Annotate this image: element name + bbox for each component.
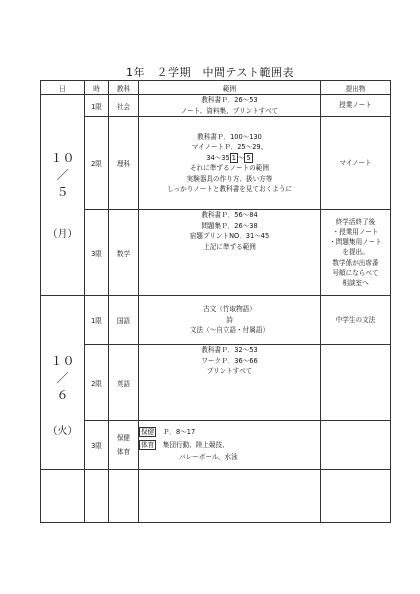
submission-line: 数学係が出席番 — [332, 258, 379, 267]
submission-line: 号順にならべて — [332, 268, 379, 277]
range-line: 宿題プリントNO．31～45 — [189, 232, 270, 240]
subject-line: 体育 — [116, 448, 131, 456]
day1-day: ５ — [56, 185, 69, 199]
range-line: 教科書Ｐ．56～84 — [201, 211, 258, 219]
header-day: 日 — [41, 81, 85, 95]
range-line: 教科書Ｐ．100～130 — [197, 132, 262, 141]
submission-cell — [321, 117, 391, 210]
subject-cell: 国語 — [109, 296, 139, 345]
empty-cell — [85, 470, 109, 523]
range-line: それに準ずるノートの範囲 — [190, 164, 269, 172]
submission-cell — [321, 345, 391, 421]
table-row — [41, 345, 391, 421]
table-row — [41, 421, 391, 470]
submission-line: マイノート — [339, 158, 372, 167]
day1-weekday: （月） — [47, 229, 78, 240]
period-cell: 3限 — [85, 210, 109, 296]
range-line: 実験器具の作り方、扱い方等 — [186, 174, 273, 183]
range-text: Ｐ．8～17 — [162, 428, 196, 437]
submission-line: 相談室へ — [342, 279, 369, 287]
submission-line: 授業ノート — [339, 101, 372, 110]
subject-cell: 英語 — [109, 345, 139, 421]
submission-cell — [321, 421, 391, 470]
period-cell: 1限 — [85, 95, 109, 117]
header-subject: 教科 — [109, 81, 139, 95]
range-cell — [139, 95, 321, 117]
subject-cell — [109, 421, 139, 470]
range-line: 教科書Ｐ．26～53 — [201, 96, 258, 104]
day1-month: １０ — [50, 151, 75, 165]
range-line: しっかりノートと教科書を見ておくように — [166, 185, 293, 193]
header-range: 範囲 — [139, 81, 321, 95]
submission-line: 中学生の文法 — [335, 315, 376, 324]
period-cell: 1限 — [85, 296, 109, 345]
day2-slash: ／ — [56, 370, 69, 385]
range-line: 古文（竹取物語） — [203, 305, 256, 314]
range-line: バレーボール、水泳 — [179, 453, 238, 462]
day1-slash: ／ — [56, 168, 69, 182]
range-cell — [139, 210, 321, 296]
range-line: 教科書Ｐ．32～53 — [201, 346, 258, 354]
submission-line: ・問題集用ノート — [329, 238, 382, 247]
health-tag: 保健 — [141, 428, 155, 437]
range-line: ノート、資料集、プリントすべて — [180, 106, 279, 115]
range-line: ワークＰ．36～66 — [201, 356, 258, 365]
table-row-empty — [41, 470, 391, 523]
subject-line: 保健 — [116, 434, 131, 442]
day-cell-2 — [41, 296, 85, 470]
table-row — [41, 210, 391, 296]
range-line: 文法（～自立語・付属語） — [189, 326, 270, 335]
range-cell — [139, 345, 321, 421]
range-cell — [139, 421, 321, 470]
submission-line: を提出。 — [342, 248, 369, 257]
table-header-row — [41, 81, 391, 95]
empty-cell — [321, 470, 391, 523]
subject-cell: 理科 — [109, 117, 139, 210]
range-cell — [139, 117, 321, 210]
range-line: マイノートＰ．25～29、 — [191, 143, 268, 151]
boxed-number: 5 — [246, 153, 251, 162]
submission-cell — [321, 95, 391, 117]
range-text: 集団行動、陸上競技、 — [162, 440, 229, 449]
submission-cell — [321, 296, 391, 345]
subject-cell: 社会 — [109, 95, 139, 117]
test-range-table — [40, 80, 391, 523]
day2-weekday: （火） — [47, 425, 78, 437]
range-line: 上記に準ずる範囲 — [203, 242, 256, 251]
submission-line: 終学活終了後 — [335, 217, 376, 226]
range-line: 詩 — [226, 315, 233, 324]
empty-cell — [41, 470, 85, 523]
page-title: 1年 ２学期 中間テスト範囲表 — [125, 66, 295, 79]
period-cell: 2限 — [85, 117, 109, 210]
pe-tag: 体育 — [141, 440, 155, 449]
period-cell: 2限 — [85, 345, 109, 421]
header-period: 時 — [85, 81, 109, 95]
table-row — [41, 296, 391, 345]
submission-line: ・授業用ノート — [332, 227, 379, 236]
table-row — [41, 117, 391, 210]
boxed-number: 1 — [231, 153, 236, 162]
table-row — [41, 95, 391, 117]
day-cell-1 — [41, 95, 85, 296]
empty-cell — [139, 470, 321, 523]
header-submission: 提出物 — [321, 81, 391, 95]
range-text: 34～35 — [206, 153, 230, 162]
subject-cell: 数学 — [109, 210, 139, 296]
period-cell: 3限 — [85, 421, 109, 470]
range-line — [139, 427, 320, 438]
range-line: プリントすべて — [206, 367, 253, 375]
range-cell — [139, 296, 321, 345]
day2-month: １０ — [50, 353, 75, 368]
range-line — [139, 440, 320, 451]
range-line: 問題集Ｐ．26～38 — [201, 221, 258, 230]
range-line: 34～35 1 ～ 5 — [206, 153, 251, 162]
empty-cell — [109, 470, 139, 523]
day2-day: ６ — [56, 387, 69, 402]
submission-cell — [321, 210, 391, 296]
